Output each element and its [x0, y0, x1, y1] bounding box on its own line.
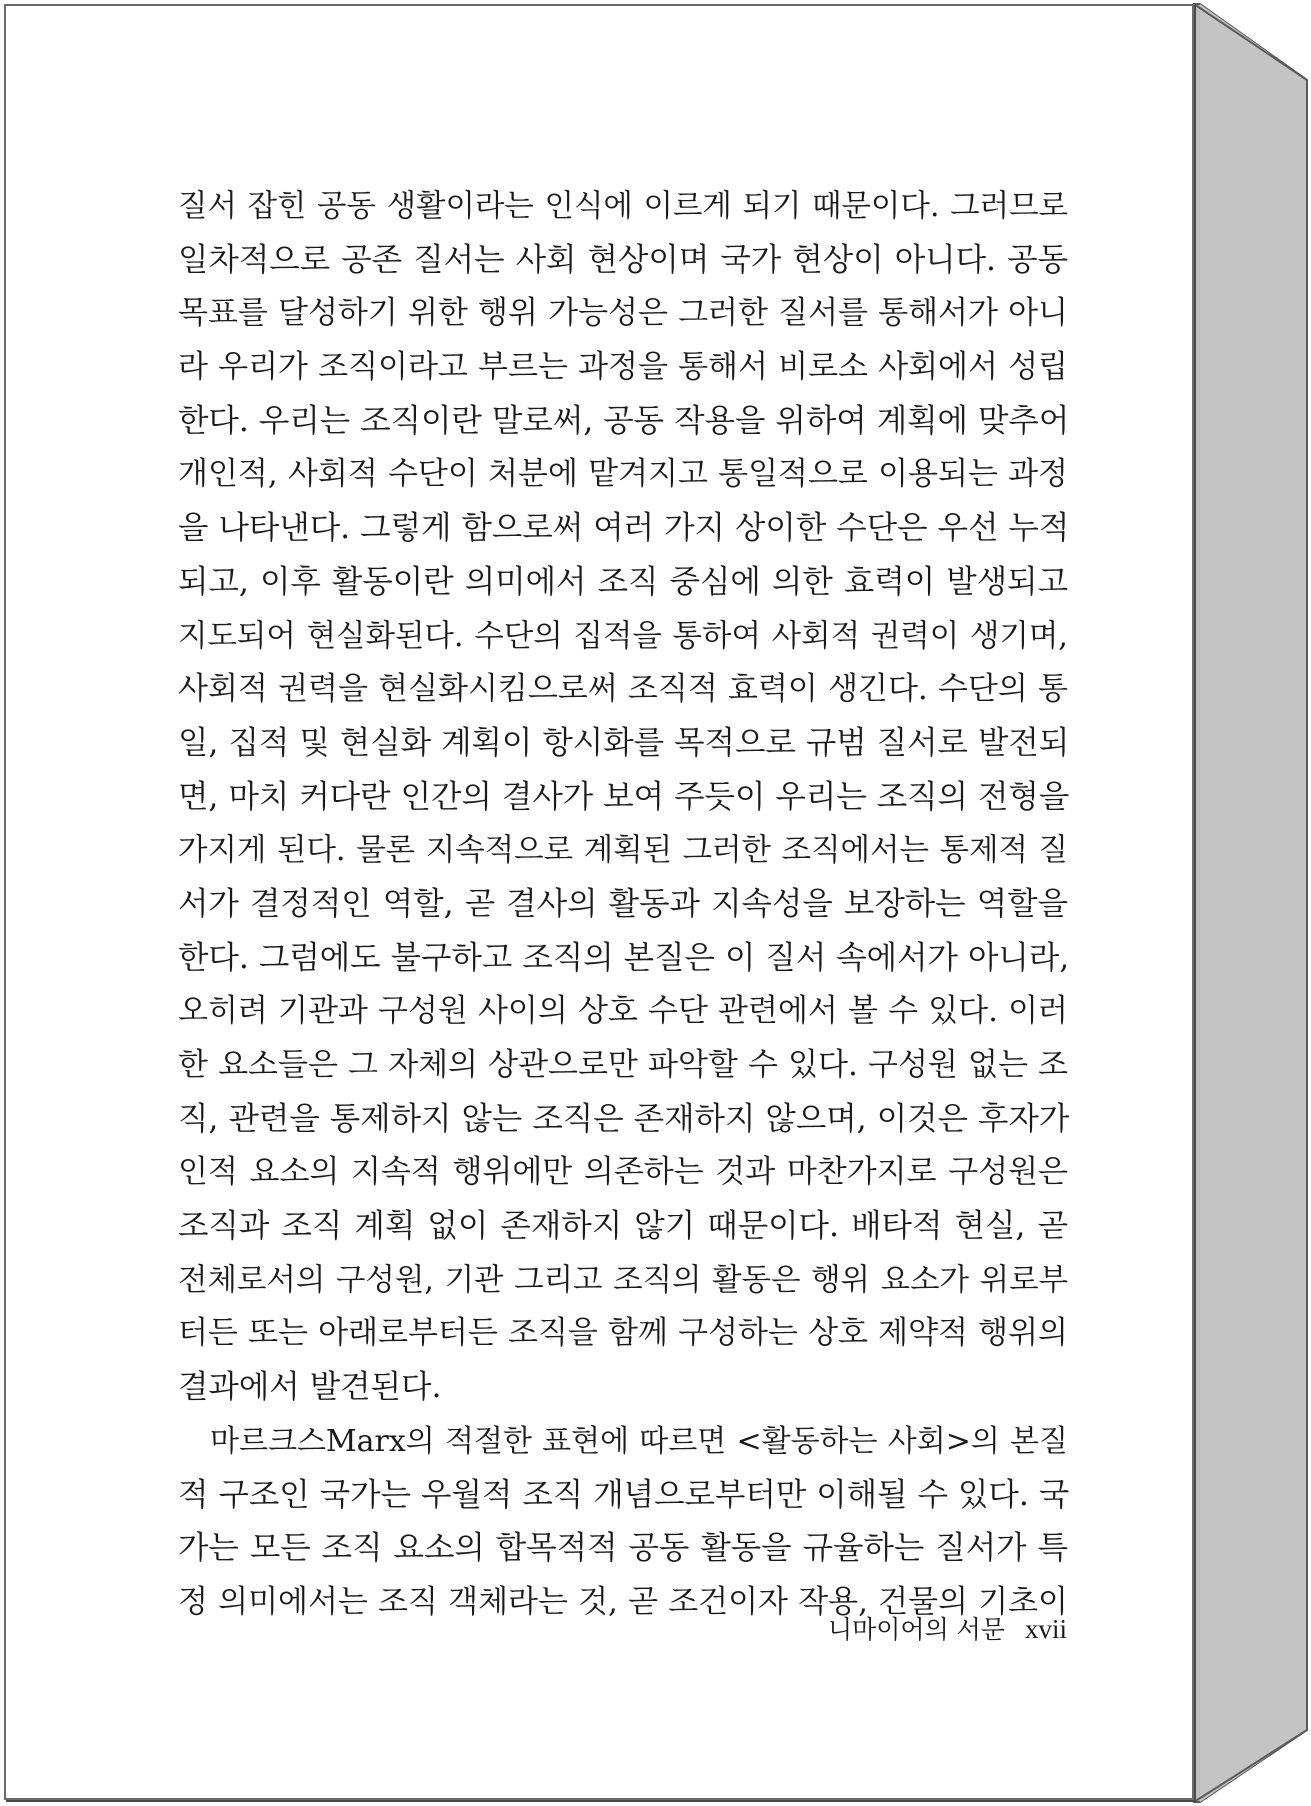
page-number: xvii [1024, 1614, 1067, 1644]
text-line: 직, 관련을 통제하지 않는 조직은 존재하지 않으며, 이것은 후자가 [178, 1100, 1070, 1137]
text-line: 서가 결정적인 역할, 곧 결사의 활동과 지속성을 보장하는 역할을 [178, 885, 1068, 922]
paragraph-end-line: 결과에서 발견된다. [178, 1369, 442, 1406]
text-line: 면, 마치 커다란 인간의 결사가 보여 주듯이 우리는 조직의 전형을 [178, 778, 1070, 815]
text-line: 되고, 이후 활동이란 의미에서 조직 중심에 의한 효력이 발생되고 [178, 563, 1068, 600]
text-line: 터든 또는 아래로부터든 조직을 함께 구성하는 상호 제약적 행위의 [178, 1315, 1068, 1352]
body-text [178, 180, 1068, 1630]
text-line: 조직과 조직 계획 없이 존재하지 않기 때문이다. 배타적 현실, 곧 [178, 1208, 1068, 1245]
text-line: 목표를 달성하기 위한 행위 가능성은 그러한 질서를 통해서가 아니 [178, 295, 1068, 332]
text-line: 개인적, 사회적 수단이 처분에 맡겨지고 통일적으로 이용되는 과정 [178, 456, 1068, 493]
text-line: 일, 집적 및 현실화 계획이 항시화를 목적으로 규범 질서로 발전되 [178, 724, 1070, 761]
page-footer [828, 1610, 1067, 1646]
text-line: 전체로서의 구성원, 기관 그리고 조직의 활동은 행위 요소가 위로부 [178, 1262, 1068, 1298]
text-line: 가지게 된다. 물론 지속적으로 계획된 그러한 조직에서는 통제적 질 [178, 833, 1068, 869]
text-line: 사회적 권력을 현실화시킴으로써 조직적 효력이 생긴다. 수단의 통 [178, 671, 1068, 708]
text-line: 한다. 그럼에도 불구하고 조직의 본질은 이 질서 속에서가 아니라, [178, 939, 1070, 976]
text-line: 지도되어 현실화된다. 수단의 집적을 통하여 사회적 권력이 생기며, [178, 618, 1068, 654]
text-line: 오히려 기관과 구성원 사이의 상호 수단 관련에서 볼 수 있다. 이러 [178, 993, 1068, 1030]
text-line: 한 요소들은 그 자체의 상관으로만 파악할 수 있다. 구성원 없는 조 [178, 1047, 1068, 1083]
text-line: 가는 모든 조직 요소의 합목적적 공동 활동을 규율하는 질서가 특 [178, 1530, 1068, 1567]
text-line: 질서 잡힌 공동 생활이라는 인식에 이르게 되기 때문이다. 그러므로 [178, 189, 1068, 224]
text-line: 을 나타낸다. 그렇게 함으로써 여러 가지 상이한 수단은 우선 누적 [178, 510, 1070, 547]
text-line: 라 우리가 조직이라고 부르는 과정을 통해서 비로소 사회에서 성립 [178, 349, 1068, 386]
paragraph-start-line: 마르크스Marx의 적절한 표현에 따르면 <활동하는 사회>의 본질 [210, 1423, 1068, 1459]
running-title: 니마이어의 서문 [827, 1615, 1005, 1644]
text-line: 한다. 우리는 조직이란 말로써, 공동 작용을 위하여 계획에 맞추어 [178, 402, 1070, 439]
text-line: 정 의미에서는 조직 객체라는 것, 곧 조건이자 작용, 건물의 기초이 [178, 1583, 1068, 1620]
text-line: 인적 요소의 지속적 행위에만 의존하는 것과 마찬가지로 구성원은 [178, 1154, 1068, 1191]
text-line: 적 구조인 국가는 우월적 조직 개념으로부터만 이해될 수 있다. 국 [178, 1476, 1070, 1513]
text-line: 일차적으로 공존 질서는 사회 현상이며 국가 현상이 아니다. 공동 [178, 241, 1068, 278]
